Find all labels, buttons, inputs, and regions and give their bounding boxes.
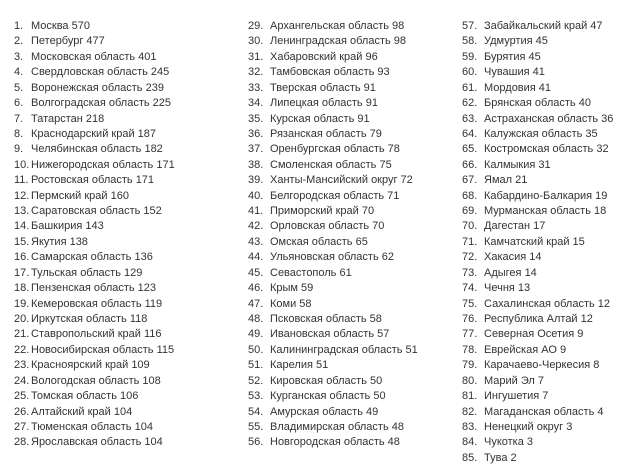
list-item-text: Приморский край 70 — [270, 205, 375, 218]
list-item-number: 71. — [462, 235, 478, 248]
list-item-number: 60. — [462, 66, 478, 79]
list-item — [12, 204, 242, 219]
list-item — [462, 19, 640, 34]
list-item-number: 28. — [14, 436, 30, 449]
list-item-text: Сахалинская область 12 — [484, 297, 611, 310]
list-item — [462, 343, 640, 358]
list-item — [12, 297, 242, 312]
list-item — [248, 297, 468, 312]
list-item — [248, 327, 468, 342]
list-item-number: 80. — [462, 374, 478, 387]
list-item-text: Карелия 51 — [270, 359, 329, 372]
list-item-text: Еврейская АО 9 — [484, 343, 567, 356]
list-item — [12, 219, 242, 234]
list-item — [462, 127, 640, 142]
list-item-text: Хабаровский край 96 — [270, 50, 378, 63]
list-item-number: 54. — [248, 405, 264, 418]
list-item-text: Костромская область 32 — [484, 143, 609, 156]
list-item — [12, 435, 242, 450]
list-item-number: 12. — [14, 189, 30, 202]
list-item-number: 79. — [462, 359, 478, 372]
list-item-number: 25. — [14, 390, 30, 403]
list-item — [462, 250, 640, 265]
list-item-number: 62. — [462, 97, 478, 110]
list-item-text: Алтайский край 104 — [31, 405, 133, 418]
list-item-text: Саратовская область 152 — [31, 205, 162, 218]
list-item-text: Московская область 401 — [31, 50, 157, 63]
list-item — [12, 127, 242, 142]
list-item — [462, 374, 640, 389]
list-item-text: Амурская область 49 — [270, 405, 379, 418]
list-item — [248, 50, 468, 65]
list-item-text: Пензенская область 123 — [31, 282, 157, 295]
list-item — [462, 405, 640, 420]
list-item-number: 68. — [462, 189, 478, 202]
list-item-text: Томская область 106 — [31, 390, 139, 403]
list-item-number: 67. — [462, 174, 478, 187]
list-item — [248, 204, 468, 219]
list-item-number: 42. — [248, 220, 264, 233]
list-item — [462, 50, 640, 65]
list-item-number: 75. — [462, 297, 478, 310]
list-column-2 — [248, 19, 468, 451]
list-item — [248, 142, 468, 157]
list-item — [12, 405, 242, 420]
list-item — [248, 34, 468, 49]
list-item-text: Мурманская область 18 — [484, 205, 607, 218]
list-item-text: Крым 59 — [270, 282, 314, 295]
list-item-text: Петербург 477 — [31, 35, 105, 48]
list-item-number: 40. — [248, 189, 264, 202]
list-item-number: 81. — [462, 390, 478, 403]
list-item — [12, 281, 242, 296]
list-item — [248, 281, 468, 296]
list-item-number: 2. — [14, 35, 24, 48]
list-item-text: Татарстан 218 — [31, 112, 105, 125]
list-item — [248, 420, 468, 435]
list-item-text: Оренбургская область 78 — [270, 143, 400, 156]
list-item-number: 35. — [248, 112, 264, 125]
list-item — [462, 297, 640, 312]
list-item — [248, 158, 468, 173]
list-item-text: Ханты-Мансийский округ 72 — [270, 174, 413, 187]
list-item-number: 76. — [462, 313, 478, 326]
list-item-text: Удмуртия 45 — [484, 35, 548, 48]
list-item-text: Тверская область 91 — [270, 81, 376, 94]
list-item — [462, 312, 640, 327]
list-item-text: Ненецкий округ 3 — [484, 420, 573, 433]
list-item-number: 21. — [14, 328, 30, 341]
list-item-number: 82. — [462, 405, 478, 418]
list-item-number: 69. — [462, 205, 478, 218]
list-item — [12, 50, 242, 65]
list-item — [12, 235, 242, 250]
list-item-text: Калужская область 35 — [484, 127, 598, 140]
list-item-number: 19. — [14, 297, 30, 310]
list-item — [248, 343, 468, 358]
list-item-number: 9. — [14, 143, 24, 156]
list-item-number: 7. — [14, 112, 24, 125]
list-item-text: Нижегородская область 171 — [31, 158, 175, 171]
list-item-number: 55. — [248, 420, 264, 433]
list-item-text: Липецкая область 91 — [270, 97, 378, 110]
list-item-number: 22. — [14, 343, 30, 356]
list-item-number: 47. — [248, 297, 264, 310]
list-item-text: Челябинская область 182 — [31, 143, 163, 156]
list-item — [248, 219, 468, 234]
list-item-text: Марий Эл 7 — [484, 374, 545, 387]
list-item-text: Кабардино-Балкария 19 — [484, 189, 608, 202]
list-item-text: Псковская область 58 — [270, 313, 382, 326]
list-item-text: Калмыкия 31 — [484, 158, 551, 171]
list-item-text: Адыгея 14 — [484, 266, 537, 279]
list-item — [462, 173, 640, 188]
list-item — [12, 34, 242, 49]
list-item — [248, 358, 468, 373]
list-item-number: 66. — [462, 158, 478, 171]
list-item-number: 57. — [462, 20, 478, 32]
list-item-text: Вологодская область 108 — [31, 374, 161, 387]
list-item-text: Омская область 65 — [270, 235, 368, 248]
list-item — [12, 142, 242, 157]
list-item — [12, 389, 242, 404]
list-item — [12, 327, 242, 342]
list-item — [462, 435, 640, 450]
list-item-number: 14. — [14, 220, 30, 233]
list-item — [12, 19, 242, 34]
list-item-number: 77. — [462, 328, 478, 341]
list-item-text: Орловская область 70 — [270, 220, 385, 233]
list-item-number: 18. — [14, 282, 30, 295]
list-item-text: Тюменская область 104 — [31, 420, 153, 433]
list-item — [12, 96, 242, 111]
list-item-number: 32. — [248, 66, 264, 79]
list-item-number: 30. — [248, 35, 264, 48]
list-item-number: 37. — [248, 143, 264, 156]
list-item-number: 38. — [248, 158, 264, 171]
list-item-text: Смоленская область 75 — [270, 158, 392, 171]
list-item — [462, 420, 640, 435]
list-item-number: 48. — [248, 313, 264, 326]
list-item-number: 65. — [462, 143, 478, 156]
list-item — [248, 405, 468, 420]
list-item-number: 17. — [14, 266, 30, 279]
list-item-number: 53. — [248, 390, 264, 403]
list-item-number: 56. — [248, 436, 264, 449]
list-item — [248, 127, 468, 142]
list-column-1 — [12, 19, 242, 451]
list-item-number: 24. — [14, 374, 30, 387]
list-item-number: 5. — [14, 81, 24, 94]
list-item-text: Брянская область 40 — [484, 97, 591, 110]
list-item-text: Башкирия 143 — [31, 220, 104, 233]
list-item-text: Камчатский край 15 — [484, 235, 585, 248]
list-item — [248, 189, 468, 204]
list-item-text: Пермский край 160 — [31, 189, 129, 202]
list-item-number: 46. — [248, 282, 264, 295]
list-item — [462, 266, 640, 281]
list-item — [462, 327, 640, 342]
list-item-number: 63. — [462, 112, 478, 125]
list-item-number: 20. — [14, 313, 30, 326]
list-item — [12, 420, 242, 435]
list-item-number: 73. — [462, 266, 478, 279]
list-item-number: 51. — [248, 359, 264, 372]
list-item-text: Забайкальский край 47 — [484, 20, 603, 32]
list-item — [462, 189, 640, 204]
list-item — [12, 250, 242, 265]
list-item — [12, 189, 242, 204]
list-item — [462, 389, 640, 404]
list-item-text: Чукотка 3 — [484, 436, 534, 449]
list-item — [248, 19, 468, 34]
list-item — [248, 112, 468, 127]
list-item-number: 50. — [248, 343, 264, 356]
list-item — [248, 65, 468, 80]
list-item-number: 83. — [462, 420, 478, 433]
list-item-text: Кировская область 50 — [270, 374, 383, 387]
list-item-number: 11. — [14, 174, 29, 187]
list-item — [248, 250, 468, 265]
list-item-number: 58. — [462, 35, 478, 48]
list-item — [248, 81, 468, 96]
list-item-number: 61. — [462, 81, 478, 94]
list-item-text: Рязанская область 79 — [270, 127, 382, 140]
list-item-text: Ростовская область 171 — [31, 174, 155, 187]
list-item-text: Мордовия 41 — [484, 81, 552, 94]
list-item-number: 78. — [462, 343, 478, 356]
list-item-text: Ивановская область 57 — [270, 328, 390, 341]
list-item-text: Коми 58 — [270, 297, 312, 310]
list-item — [12, 158, 242, 173]
list-item-number: 26. — [14, 405, 30, 418]
list-item — [462, 219, 640, 234]
list-item — [462, 158, 640, 173]
list-item-text: Курганская область 50 — [270, 390, 386, 403]
list-item-number: 59. — [462, 50, 478, 63]
list-item-text: Ульяновская область 62 — [270, 251, 394, 264]
list-item — [248, 312, 468, 327]
list-item — [248, 235, 468, 250]
list-item-text: Архангельская область 98 — [270, 20, 405, 32]
list-item — [248, 266, 468, 281]
list-item-text: Волгоградская область 225 — [31, 97, 172, 110]
list-item — [248, 96, 468, 111]
list-item-number: 23. — [14, 359, 30, 372]
list-item-text: Тульская область 129 — [31, 266, 143, 279]
list-item — [462, 81, 640, 96]
list-item-number: 45. — [248, 266, 264, 279]
list-item-text: Воронежская область 239 — [31, 81, 164, 94]
list-item-number: 74. — [462, 282, 478, 295]
list-item-number: 64. — [462, 127, 478, 140]
list-item-number: 27. — [14, 420, 30, 433]
list-item — [462, 358, 640, 373]
list-item — [248, 374, 468, 389]
list-item — [12, 358, 242, 373]
list-item — [462, 204, 640, 219]
list-item-text: Ставропольский край 116 — [31, 328, 162, 341]
list-item — [12, 173, 242, 188]
list-item — [462, 65, 640, 80]
list-item-number: 41. — [248, 205, 264, 218]
list-item-text: Иркутская область 118 — [31, 313, 148, 326]
list-item-number: 43. — [248, 235, 264, 248]
list-item-number: 33. — [248, 81, 264, 94]
list-item — [462, 96, 640, 111]
list-item — [12, 312, 242, 327]
list-item-number: 8. — [14, 127, 24, 140]
list-item-text: Северная Осетия 9 — [484, 328, 584, 341]
list-item-number: 52. — [248, 374, 264, 387]
list-item — [462, 451, 640, 466]
list-item-text: Калининградская область 51 — [270, 343, 418, 356]
list-item-number: 4. — [14, 66, 24, 79]
list-item — [462, 112, 640, 127]
list-item-text: Магаданская область 4 — [484, 405, 604, 418]
list-item-number: 85. — [462, 451, 478, 464]
list-item-number: 39. — [248, 174, 264, 187]
list-item-number: 84. — [462, 436, 478, 449]
list-item-number: 29. — [248, 20, 264, 32]
list-item-number: 44. — [248, 251, 264, 264]
list-item-text: Якутия 138 — [31, 235, 88, 248]
list-item — [248, 173, 468, 188]
list-item — [12, 374, 242, 389]
list-item-text: Свердловская область 245 — [31, 66, 170, 79]
list-item-number: 34. — [248, 97, 264, 110]
list-item-number: 49. — [248, 328, 264, 341]
list-item-number: 6. — [14, 97, 24, 110]
list-item — [12, 266, 242, 281]
list-item-text: Чувашия 41 — [484, 66, 545, 79]
list-item-number: 16. — [14, 251, 30, 264]
list-item — [248, 389, 468, 404]
list-item-text: Ленинградская область 98 — [270, 35, 407, 48]
list-item-text: Краснодарский край 187 — [31, 127, 157, 140]
list-item-text: Самарская область 136 — [31, 251, 153, 264]
list-item-text: Новосибирская область 115 — [31, 343, 175, 356]
list-item-text: Ямал 21 — [484, 174, 528, 187]
list-item-text: Тува 2 — [484, 451, 517, 464]
list-item-text: Кемеровская область 119 — [31, 297, 163, 310]
list-item — [12, 65, 242, 80]
list-item-number: 36. — [248, 127, 264, 140]
list-item — [248, 435, 468, 450]
list-item-text: Севастополь 61 — [270, 266, 352, 279]
list-column-3 — [462, 19, 640, 466]
list-item — [462, 281, 640, 296]
list-item — [12, 112, 242, 127]
list-item-text: Красноярский край 109 — [31, 359, 150, 372]
list-item — [462, 235, 640, 250]
list-item-number: 70. — [462, 220, 478, 233]
list-item-text: Тамбовская область 93 — [270, 66, 390, 79]
list-item-number: 1. — [14, 20, 24, 32]
list-item-text: Курская область 91 — [270, 112, 370, 125]
list-item — [462, 142, 640, 157]
list-item-text: Ингушетия 7 — [484, 390, 549, 403]
list-item-number: 31. — [248, 50, 264, 63]
list-item-number: 10. — [14, 158, 30, 171]
list-item-text: Республика Алтай 12 — [484, 313, 593, 326]
list-item-text: Чечня 13 — [484, 282, 531, 295]
list-item-text: Астраханская область 36 — [484, 112, 614, 125]
list-item-number: 15. — [14, 235, 30, 248]
list-item — [462, 34, 640, 49]
list-item-text: Новгородская область 48 — [270, 436, 400, 449]
list-item — [12, 81, 242, 96]
list-item-text: Карачаево-Черкесия 8 — [484, 359, 600, 372]
list-item-number: 72. — [462, 251, 478, 264]
list-item — [12, 343, 242, 358]
list-item-text: Ярославская область 104 — [31, 436, 163, 449]
list-item-text: Владимирская область 48 — [270, 420, 404, 433]
list-item-text: Белгородская область 71 — [270, 189, 400, 202]
list-item-number: 13. — [14, 205, 30, 218]
list-item-text: Хакасия 14 — [484, 251, 542, 264]
list-item-number: 3. — [14, 50, 24, 63]
list-item-text: Дагестан 17 — [484, 220, 546, 233]
list-item-text: Бурятия 45 — [484, 50, 541, 63]
list-item-text: Москва 570 — [31, 20, 90, 32]
